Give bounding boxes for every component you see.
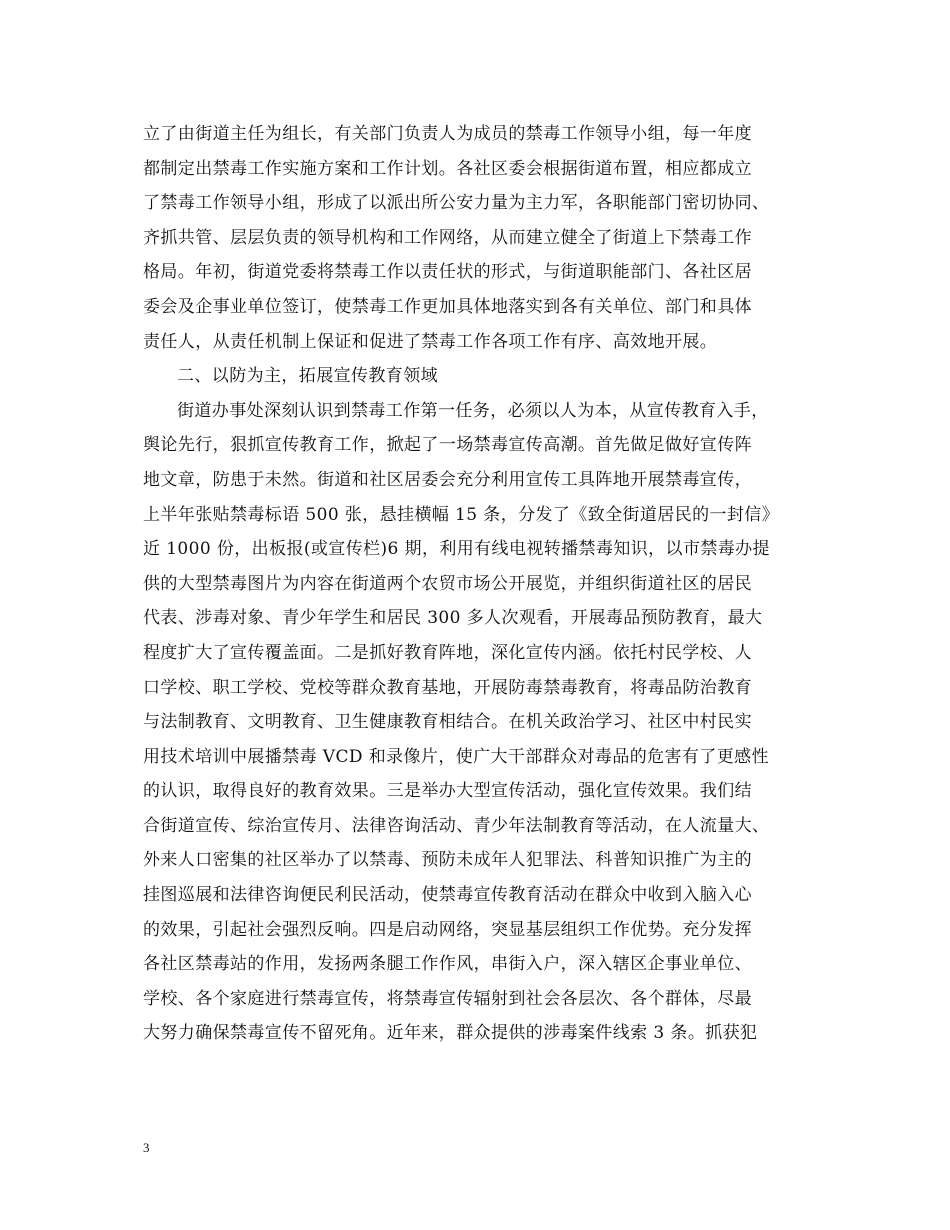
text-line: 地文章，防患于未然。街道和社区居委会充分利用宣传工具阵地开展禁毒宣传，: [143, 469, 752, 490]
text-line: 代表、涉毒对象、青少年学生和居民 300 多人次观看，开展毒品预防教育，最大: [143, 608, 763, 629]
text-line: 供的大型禁毒图片为内容在街道两个农贸市场公开展览，并组织街道社区的居民: [143, 573, 752, 594]
text-line: 齐抓共管、层层负责的领导机构和工作网络，从而建立健全了街道上下禁毒工作: [143, 227, 752, 248]
text-line: 与法制教育、文明教育、卫生健康教育相结合。在机关政治学习、社区中村民实: [143, 712, 752, 733]
text-line: 近 1000 份，出板报(或宣传栏)6 期，利用有线电视转播禁毒知识，以市禁毒办提: [143, 539, 770, 560]
text-line: 委会及企事业单位签订，使禁毒工作更加具体地落实到各有关单位、部门和具体: [143, 296, 752, 317]
text-line: 的认识，取得良好的教育效果。三是举办大型宣传活动，强化宣传效果。我们结: [143, 781, 752, 802]
text-line: 上半年张贴禁毒标语 500 张，悬挂横幅 15 条，分发了《致全街道居民的一封信》: [143, 504, 780, 525]
body-text: [143, 117, 823, 1051]
text-line: 程度扩大了宣传覆盖面。二是抓好教育阵地，深化宣传内涵。依托村民学校、人: [143, 642, 752, 663]
text-line: 了禁毒工作领导小组，形成了以派出所公安力量为主力军，各职能部门密切协同、: [143, 193, 770, 214]
text-line: 挂图巡展和法律咨询便民利民活动，使禁毒宣传教育活动在群众中收到入脑入心: [143, 885, 752, 906]
text-line: 都制定出禁毒工作实施方案和工作计划。各社区委会根据街道布置，相应都成立: [143, 158, 752, 179]
text-line: 用技术培训中展播禁毒 VCD 和录像片，使广大干部群众对毒品的危害有了更感性: [143, 746, 769, 767]
text-line: 立了由街道主任为组长，有关部门负责人为成员的禁毒工作领导小组，每一年度: [143, 124, 752, 144]
text-line: 责任人，从责任机制上保证和促进了禁毒工作各项工作有序、高效地开展。: [143, 331, 718, 352]
text-line: 学校、各个家庭进行禁毒宣传，将禁毒宣传辐射到社会各层次、各个群体，尽最: [143, 988, 752, 1009]
text-line: 二、以防为主，拓展宣传教育领域: [177, 366, 438, 387]
text-line: 各社区禁毒站的作用，发扬两条腿工作作风，串街入户，深入辖区企事业单位、: [143, 954, 752, 975]
text-line: 口学校、职工学校、党校等群众教育基地，开展防毒禁毒教育，将毒品防治教育: [143, 677, 752, 698]
text-line: 格局。年初，街道党委将禁毒工作以责任状的形式，与街道职能部门、各社区居: [143, 262, 752, 283]
text-line: 舆论先行，狠抓宣传教育工作，掀起了一场禁毒宣传高潮。首先做足做好宣传阵: [143, 435, 752, 456]
text-line: 的效果，引起社会强烈反响。四是启动网络，突显基层组织工作优势。充分发挥: [143, 919, 752, 940]
text-line: 合街道宣传、综治宣传月、法律咨询活动、青少年法制教育等活动，在人流量大、: [143, 815, 770, 836]
text-line: 街道办事处深刻认识到禁毒工作第一任务，必须以人为本，从宣传教育入手，: [177, 400, 769, 421]
page-number: 3: [143, 1140, 150, 1155]
text-line: 大努力确保禁毒宣传不留死角。近年来，群众提供的涉毒案件线索 3 条。抓获犯: [143, 1023, 758, 1044]
text-line: 外来人口密集的社区举办了以禁毒、预防未成年人犯罪法、科普知识推广为主的: [143, 850, 752, 871]
